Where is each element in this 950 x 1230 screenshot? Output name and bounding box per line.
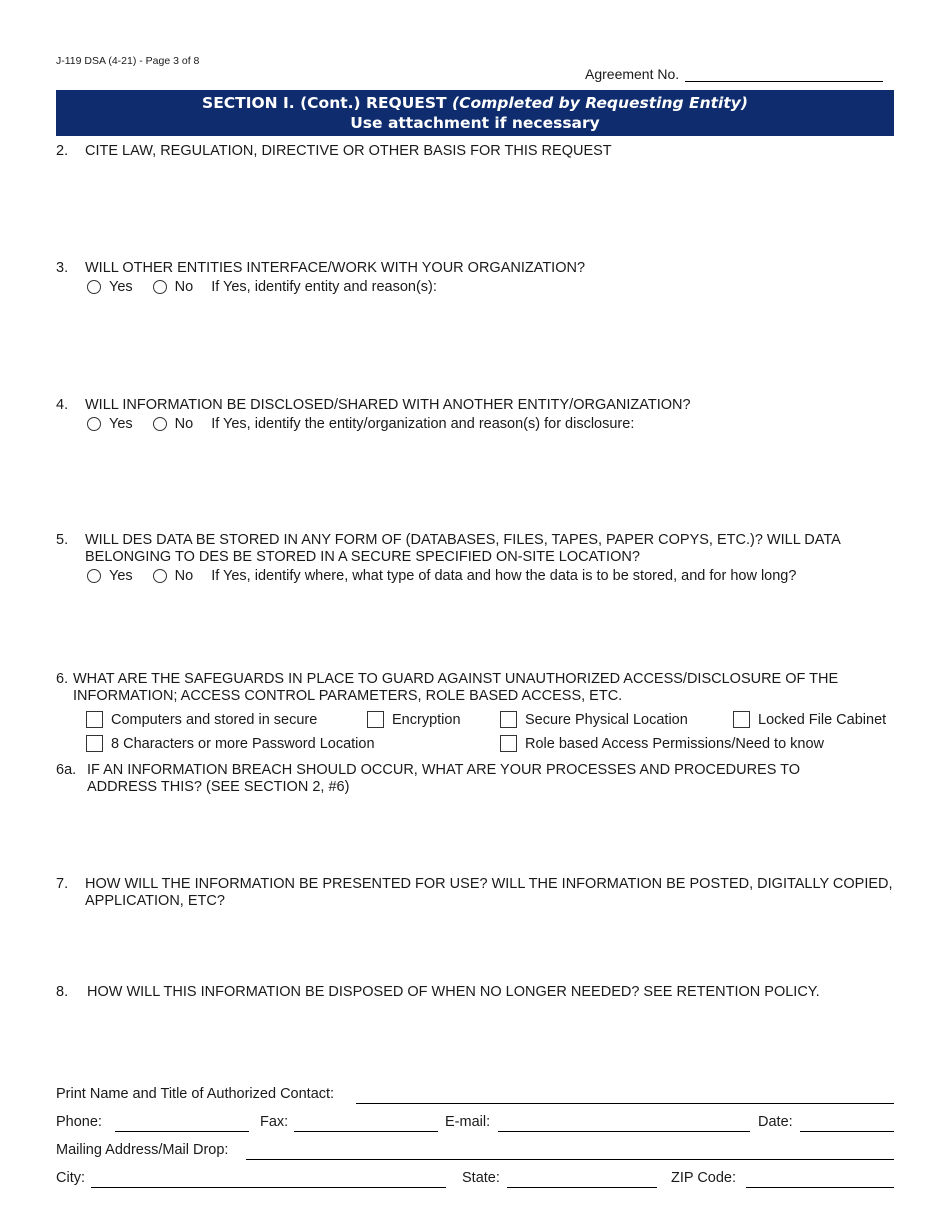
question-3-options: Yes No If Yes, identify entity and reason(s): xyxy=(87,279,437,295)
safeguard-physical-location: Secure Physical Location xyxy=(500,711,688,728)
physical-location-checkbox[interactable] xyxy=(500,711,517,728)
q4-yes-radio[interactable] xyxy=(87,417,101,431)
state-input[interactable] xyxy=(507,1187,657,1188)
file-cabinet-checkbox[interactable] xyxy=(733,711,750,728)
section-banner xyxy=(56,90,894,136)
question-4-text: WILL INFORMATION BE DISCLOSED/SHARED WITH ANOTHER ENTITY/ORGANIZATION? xyxy=(85,397,691,413)
safeguard-password: 8 Characters or more Password Location xyxy=(86,735,375,752)
question-6-text: WHAT ARE THE SAFEGUARDS IN PLACE TO GUARD AGAINST UNAUTHORIZED ACCESS/DISCLOSURE OF THE INFORMATION; ACCESS CONTROL PARAMETERS, ROLE BASED ACCESS, ETC. xyxy=(73,671,839,704)
safeguard-file-cabinet: Locked File Cabinet xyxy=(733,711,886,728)
question-5-options: Yes No If Yes, identify where, what type of data and how the data is to be stored, and for how long? xyxy=(87,568,796,584)
agreement-number-field xyxy=(585,66,883,82)
q5-no-radio[interactable] xyxy=(153,569,167,583)
contact-mailing-row: Mailing Address/Mail Drop: xyxy=(56,1142,894,1162)
phone-input[interactable] xyxy=(115,1131,249,1132)
q5-yes-radio[interactable] xyxy=(87,569,101,583)
q3-yes-radio[interactable] xyxy=(87,280,101,294)
contact-name-row: Print Name and Title of Authorized Contact: xyxy=(56,1086,894,1106)
date-input[interactable] xyxy=(800,1131,894,1132)
safeguard-encryption: Encryption xyxy=(367,711,461,728)
agreement-label: Agreement No. xyxy=(585,66,680,82)
q3-no-radio[interactable] xyxy=(153,280,167,294)
zip-input[interactable] xyxy=(746,1187,894,1188)
fax-input[interactable] xyxy=(294,1131,438,1132)
banner-subtitle: (Completed by Requesting Entity) xyxy=(452,94,748,112)
question-6: 6. WHAT ARE THE SAFEGUARDS IN PLACE TO GUARD AGAINST UNAUTHORIZED ACCESS/DISCLOSURE OF THE INFORMATION; ACCESS CONTROL PARAMETERS, ROLE BASED ACCESS, ETC. xyxy=(56,671,896,705)
email-input[interactable] xyxy=(498,1131,750,1132)
mailing-address-input[interactable] xyxy=(246,1159,894,1160)
computers-checkbox[interactable] xyxy=(86,711,103,728)
banner-note: Use attachment if necessary xyxy=(350,114,600,132)
question-2-text: CITE LAW, REGULATION, DIRECTIVE OR OTHER BASIS FOR THIS REQUEST xyxy=(85,143,612,159)
contact-phone-row: Phone: Fax: E-mail: Date: xyxy=(56,1114,894,1134)
form-id: J-119 DSA (4-21) - Page 3 of 8 xyxy=(56,55,200,67)
banner-title: SECTION I. (Cont.) REQUEST xyxy=(202,94,453,112)
safeguard-role-based: Role based Access Permissions/Need to know xyxy=(500,735,824,752)
password-checkbox[interactable] xyxy=(86,735,103,752)
question-6a-text: IF AN INFORMATION BREACH SHOULD OCCUR, WHAT ARE YOUR PROCESSES AND PROCEDURES TO ADDRESS THIS? (SEE SECTION 2, #6) xyxy=(87,762,801,795)
encryption-checkbox[interactable] xyxy=(367,711,384,728)
question-8-text: HOW WILL THIS INFORMATION BE DISPOSED OF WHEN NO LONGER NEEDED? SEE RETENTION POLICY. xyxy=(87,984,820,1000)
agreement-number-input[interactable] xyxy=(685,67,883,82)
safeguard-computers: Computers and stored in secure xyxy=(86,711,317,728)
question-4-options: Yes No If Yes, identify the entity/organization and reason(s) for disclosure: xyxy=(87,416,634,432)
city-input[interactable] xyxy=(91,1187,446,1188)
question-3-text: WILL OTHER ENTITIES INTERFACE/WORK WITH YOUR ORGANIZATION? xyxy=(85,260,586,276)
question-5-text: WILL DES DATA BE STORED IN ANY FORM OF (DATABASES, FILES, TAPES, PAPER COPYS, ETC.)? WILL DATA BELONGING TO DES BE STORED IN A SECURE SPECIFIED ON-SITE LOCATION? xyxy=(85,532,840,565)
contact-name-input[interactable] xyxy=(356,1103,894,1104)
role-based-checkbox[interactable] xyxy=(500,735,517,752)
question-6a: 6a. IF AN INFORMATION BREACH SHOULD OCCUR, WHAT ARE YOUR PROCESSES AND PROCEDURES TO ADDRESS THIS? (SEE SECTION 2, #6) xyxy=(56,762,896,796)
question-7-text: HOW WILL THE INFORMATION BE PRESENTED FOR USE? WILL THE INFORMATION BE POSTED, DIGITALLY COPIED, APPLICATION, ETC? xyxy=(85,876,893,909)
q4-no-radio[interactable] xyxy=(153,417,167,431)
contact-city-row: City: State: ZIP Code: xyxy=(56,1170,894,1190)
